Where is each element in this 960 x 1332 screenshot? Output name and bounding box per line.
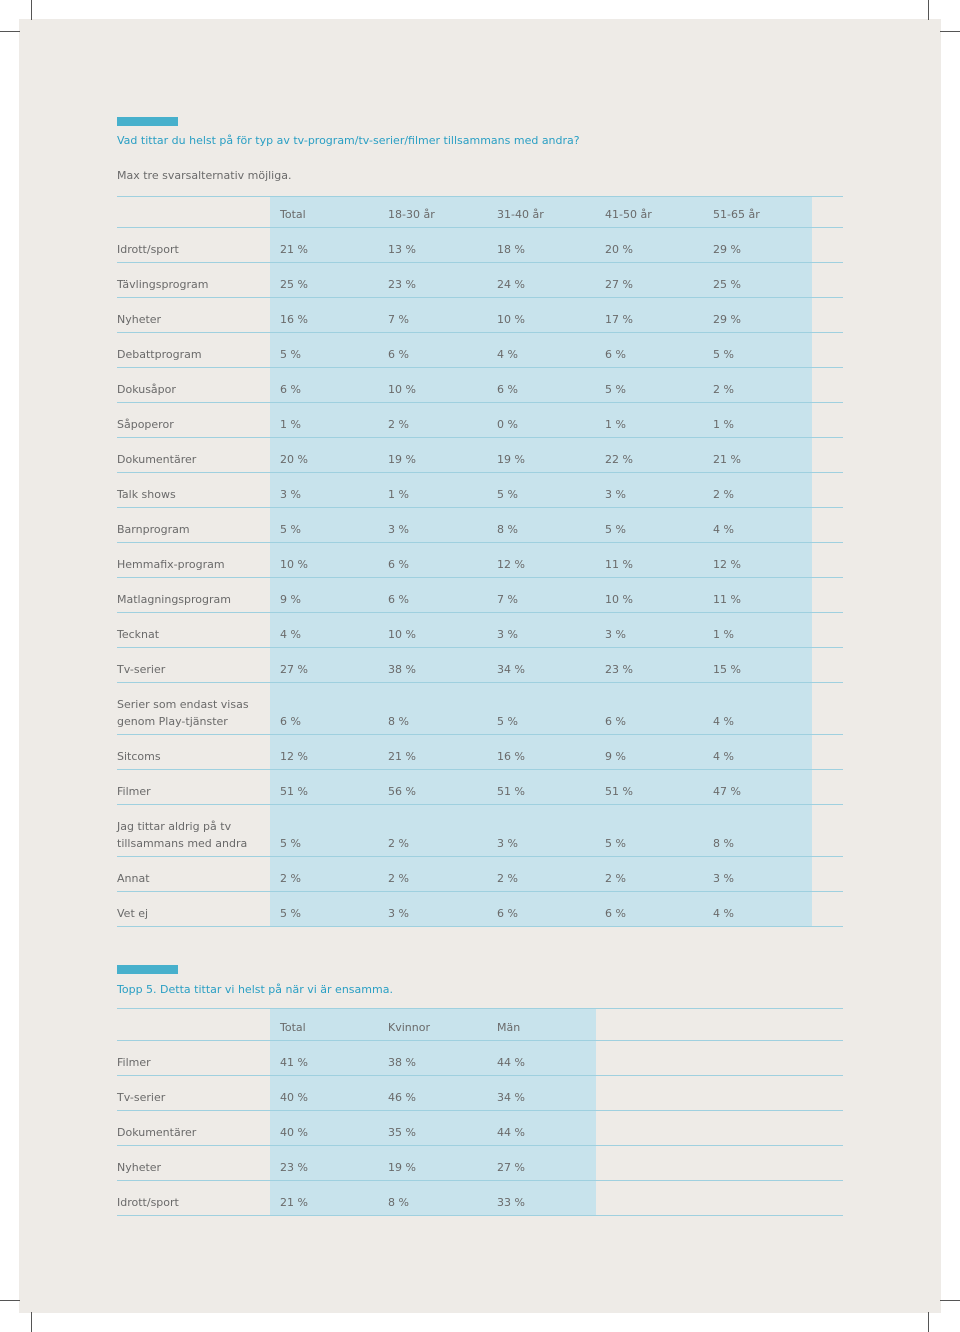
table-cell: 11 % — [713, 593, 741, 606]
table-cell: 16 % — [497, 750, 525, 763]
table-cell: 38 % — [388, 663, 416, 676]
table1-title: Vad tittar du helst på för typ av tv-program/tv-serier/filmer tillsammans med andra? — [117, 134, 580, 147]
table-cell: 44 % — [497, 1056, 525, 1069]
table-cell: 20 % — [605, 243, 633, 256]
table-row — [117, 805, 843, 857]
table-cell: 9 % — [605, 750, 626, 763]
table-header-row — [117, 1008, 843, 1041]
row-label: Dokumentärer — [117, 1126, 197, 1139]
row-label: Nyheter — [117, 1161, 162, 1174]
table-cell: 4 % — [713, 750, 734, 763]
table-cell: 10 % — [497, 313, 525, 326]
row-label: Såpoperor — [117, 418, 174, 431]
table-cell: 0 % — [497, 418, 518, 431]
table-cell: 40 % — [280, 1091, 308, 1104]
table-row — [117, 228, 843, 263]
crop-mark — [0, 1300, 20, 1301]
row-label: Tecknat — [117, 628, 160, 641]
table-cell: 8 % — [713, 837, 734, 850]
table-cell: 2 % — [388, 872, 409, 885]
table-row — [117, 438, 843, 473]
table-cell: 27 % — [280, 663, 308, 676]
table-cell: 5 % — [280, 523, 301, 536]
table-cell: 4 % — [713, 907, 734, 920]
table-cell: 5 % — [280, 348, 301, 361]
column-header: Total — [280, 1021, 306, 1034]
column-header: Total — [280, 208, 306, 221]
table-row — [117, 648, 843, 683]
crop-mark — [31, 1312, 32, 1332]
table-cell: 25 % — [280, 278, 308, 291]
table-row — [117, 735, 843, 770]
column-header: Kvinnor — [388, 1021, 430, 1034]
column-header: Män — [497, 1021, 521, 1034]
table-cell: 21 % — [388, 750, 416, 763]
table-cell: 5 % — [605, 837, 626, 850]
crop-mark — [928, 1312, 929, 1332]
table-row — [117, 1146, 843, 1181]
table-cell: 21 % — [280, 1196, 308, 1209]
column-header: 18-30 år — [388, 208, 435, 221]
table-cell: 40 % — [280, 1126, 308, 1139]
row-label: Hemmafix-program — [117, 558, 225, 571]
table-cell: 20 % — [280, 453, 308, 466]
row-label: Jag tittar aldrig på tv tillsammans med andra — [117, 820, 248, 850]
table-row — [117, 1181, 843, 1216]
column-header: 31-40 år — [497, 208, 544, 221]
row-label: Vet ej — [117, 907, 149, 920]
table-cell: 1 % — [713, 628, 734, 641]
table-cell: 29 % — [713, 313, 741, 326]
table-cell: 6 % — [605, 907, 626, 920]
table-cell: 3 % — [713, 872, 734, 885]
table-row — [117, 368, 843, 403]
table-cell: 56 % — [388, 785, 416, 798]
table-cell: 3 % — [605, 488, 626, 501]
table2 — [117, 1008, 843, 1216]
table-cell: 10 % — [388, 628, 416, 641]
table-cell: 8 % — [388, 715, 409, 728]
table-header-row — [117, 196, 843, 228]
table-cell: 12 % — [280, 750, 308, 763]
table-cell: 2 % — [497, 872, 518, 885]
row-label: Serier som endast visas genom Play-tjänster — [117, 698, 249, 728]
table-row — [117, 613, 843, 648]
table-cell: 13 % — [388, 243, 416, 256]
row-label: Barnprogram — [117, 523, 190, 536]
row-label: Tv-serier — [117, 663, 166, 676]
table-cell: 5 % — [497, 715, 518, 728]
table-cell: 51 % — [605, 785, 633, 798]
table-cell: 10 % — [605, 593, 633, 606]
section-accent-bar — [117, 965, 178, 974]
table-cell: 4 % — [713, 715, 734, 728]
table-row — [117, 892, 843, 927]
row-label: Idrott/sport — [117, 1196, 179, 1209]
table-cell: 27 % — [605, 278, 633, 291]
table-cell: 4 % — [280, 628, 301, 641]
table-row — [117, 263, 843, 298]
table-cell: 3 % — [497, 628, 518, 641]
table-cell: 21 % — [713, 453, 741, 466]
table-cell: 34 % — [497, 1091, 525, 1104]
table-row — [117, 543, 843, 578]
table-row — [117, 1041, 843, 1076]
table-cell: 6 % — [388, 558, 409, 571]
table-cell: 3 % — [605, 628, 626, 641]
table-cell: 5 % — [713, 348, 734, 361]
table-cell: 29 % — [713, 243, 741, 256]
table-cell: 10 % — [388, 383, 416, 396]
table-cell: 6 % — [605, 715, 626, 728]
row-label: Matlagningsprogram — [117, 593, 231, 606]
table-row — [117, 403, 843, 438]
table-cell: 19 % — [497, 453, 525, 466]
table-cell: 23 % — [280, 1161, 308, 1174]
table-cell: 2 % — [713, 383, 734, 396]
table-cell: 33 % — [497, 1196, 525, 1209]
table-cell: 23 % — [388, 278, 416, 291]
table-cell: 12 % — [497, 558, 525, 571]
table-cell: 25 % — [713, 278, 741, 291]
table-row — [117, 857, 843, 892]
table-cell: 34 % — [497, 663, 525, 676]
row-label: Dokusåpor — [117, 383, 176, 396]
table-cell: 6 % — [280, 383, 301, 396]
crop-mark — [31, 0, 32, 20]
table-cell: 4 % — [497, 348, 518, 361]
table-row — [117, 333, 843, 368]
table-cell: 38 % — [388, 1056, 416, 1069]
table-cell: 16 % — [280, 313, 308, 326]
table-cell: 47 % — [713, 785, 741, 798]
table-cell: 3 % — [388, 907, 409, 920]
table-cell: 24 % — [497, 278, 525, 291]
table-cell: 51 % — [497, 785, 525, 798]
table-cell: 5 % — [280, 907, 301, 920]
table-cell: 17 % — [605, 313, 633, 326]
table-cell: 7 % — [388, 313, 409, 326]
row-label: Talk shows — [117, 488, 176, 501]
table-cell: 19 % — [388, 1161, 416, 1174]
row-label: Tävlingsprogram — [117, 278, 209, 291]
column-header: 41-50 år — [605, 208, 652, 221]
table-cell: 5 % — [605, 523, 626, 536]
table-cell: 41 % — [280, 1056, 308, 1069]
table-cell: 1 % — [713, 418, 734, 431]
table-cell: 8 % — [388, 1196, 409, 1209]
table-cell: 27 % — [497, 1161, 525, 1174]
table-cell: 12 % — [713, 558, 741, 571]
row-label: Filmer — [117, 785, 151, 798]
table-cell: 6 % — [388, 348, 409, 361]
row-label: Idrott/sport — [117, 243, 179, 256]
table-cell: 3 % — [388, 523, 409, 536]
table-cell: 9 % — [280, 593, 301, 606]
table-cell: 23 % — [605, 663, 633, 676]
table-cell: 3 % — [497, 837, 518, 850]
table-cell: 5 % — [605, 383, 626, 396]
crop-mark — [0, 31, 20, 32]
row-label: Nyheter — [117, 313, 162, 326]
table-cell: 18 % — [497, 243, 525, 256]
table1-subtitle: Max tre svarsalternativ möjliga. — [117, 169, 292, 182]
table-cell: 1 % — [280, 418, 301, 431]
table-row — [117, 1076, 843, 1111]
table-cell: 44 % — [497, 1126, 525, 1139]
table-row — [117, 578, 843, 613]
table-cell: 51 % — [280, 785, 308, 798]
section-accent-bar — [117, 117, 178, 126]
table-row — [117, 473, 843, 508]
table-cell: 22 % — [605, 453, 633, 466]
table-cell: 46 % — [388, 1091, 416, 1104]
table-cell: 19 % — [388, 453, 416, 466]
crop-mark — [940, 1300, 960, 1301]
row-label: Sitcoms — [117, 750, 161, 763]
table-row — [117, 770, 843, 805]
table-cell: 7 % — [497, 593, 518, 606]
table-row — [117, 683, 843, 735]
table-cell: 2 % — [280, 872, 301, 885]
table-row — [117, 1111, 843, 1146]
table-cell: 35 % — [388, 1126, 416, 1139]
table-cell: 15 % — [713, 663, 741, 676]
crop-mark — [940, 31, 960, 32]
table2-title: Topp 5. Detta tittar vi helst på när vi är ensamma. — [117, 983, 393, 996]
row-label: Annat — [117, 872, 150, 885]
table-cell: 2 % — [713, 488, 734, 501]
table-cell: 10 % — [280, 558, 308, 571]
table-cell: 6 % — [605, 348, 626, 361]
table-cell: 6 % — [280, 715, 301, 728]
table-cell: 8 % — [497, 523, 518, 536]
table-cell: 11 % — [605, 558, 633, 571]
table-cell: 5 % — [497, 488, 518, 501]
column-header: 51-65 år — [713, 208, 760, 221]
crop-mark — [928, 0, 929, 20]
table-cell: 6 % — [388, 593, 409, 606]
row-label: Filmer — [117, 1056, 151, 1069]
table-cell: 21 % — [280, 243, 308, 256]
table-cell: 2 % — [605, 872, 626, 885]
table1 — [117, 196, 843, 927]
table-cell: 1 % — [388, 488, 409, 501]
row-label: Tv-serier — [117, 1091, 166, 1104]
table-cell: 2 % — [388, 837, 409, 850]
table-cell: 5 % — [280, 837, 301, 850]
table-cell: 1 % — [605, 418, 626, 431]
table-cell: 2 % — [388, 418, 409, 431]
row-label: Dokumentärer — [117, 453, 197, 466]
table-cell: 6 % — [497, 383, 518, 396]
table-row — [117, 298, 843, 333]
table-cell: 4 % — [713, 523, 734, 536]
table-cell: 3 % — [280, 488, 301, 501]
table-row — [117, 508, 843, 543]
table-cell: 6 % — [497, 907, 518, 920]
row-label: Debattprogram — [117, 348, 202, 361]
